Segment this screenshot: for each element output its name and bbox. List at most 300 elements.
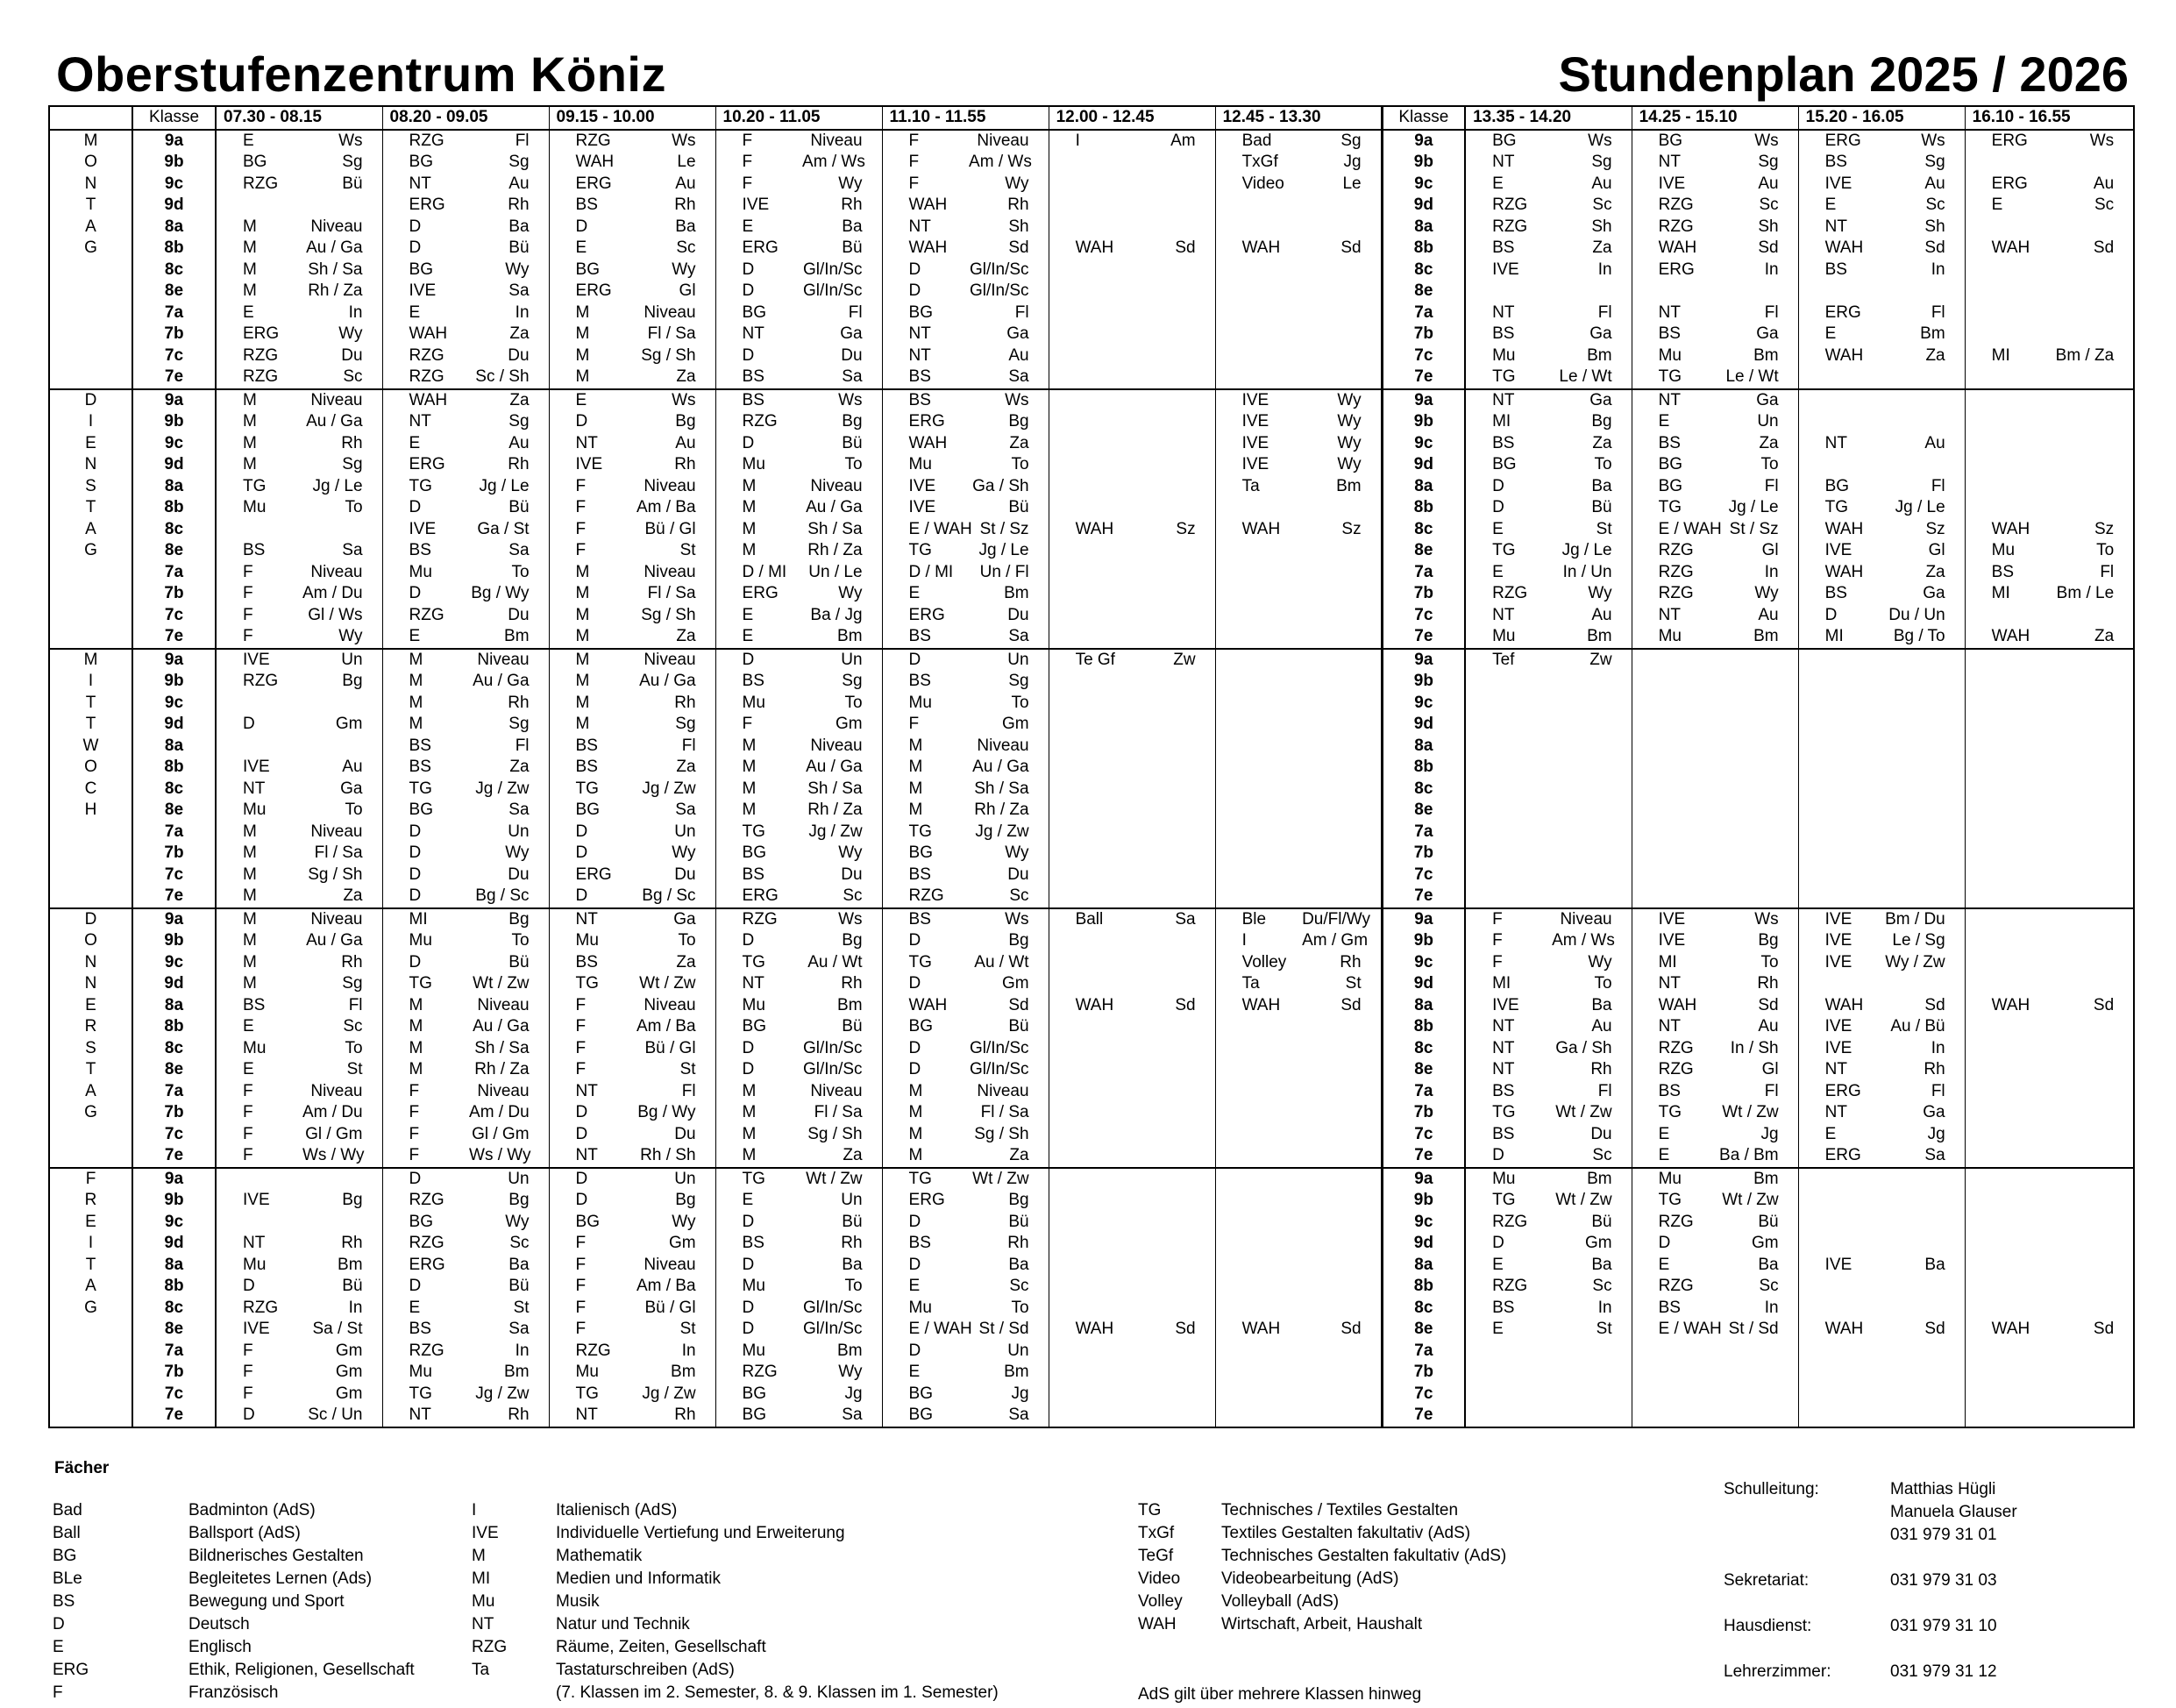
- header-klasse: Klasse: [1382, 106, 1465, 130]
- room-cell: Ba: [842, 1255, 863, 1274]
- room-cell: Bü / Gl: [644, 1298, 696, 1317]
- room-cell: Bg / Sc: [632, 886, 715, 908]
- room-cell: Sh / Sa: [807, 779, 863, 798]
- subject-cell: M: [216, 843, 299, 865]
- table-row: [49, 1362, 2134, 1384]
- room-cell: Fl: [1764, 1081, 1779, 1100]
- room-cell: Au / Ga: [306, 238, 363, 257]
- subject-cell: M: [882, 779, 965, 801]
- room-cell: In: [348, 302, 363, 322]
- room-cell: Zw: [1173, 650, 1196, 669]
- room-cell: Fl / Sa: [647, 584, 696, 602]
- room-cell: Au: [1924, 433, 1945, 452]
- room-cell: [1298, 1124, 1382, 1146]
- subject-cell: ERG: [1965, 174, 2048, 196]
- room-cell: [1132, 367, 1215, 389]
- room-cell: Au / Wt: [974, 952, 1029, 971]
- subject-cell: [1798, 1212, 1881, 1234]
- room-cell: Sd: [1340, 995, 1362, 1014]
- subject-cell: [1465, 1405, 1548, 1427]
- subject-cell: [1049, 1168, 1132, 1191]
- room-cell: Ba: [1008, 1255, 1029, 1274]
- subject-cell: M: [715, 779, 799, 801]
- subject-cell: [1965, 908, 2048, 931]
- class-label: 7b: [1382, 843, 1465, 865]
- subject-cell: E: [1492, 1320, 1504, 1338]
- room-cell: [2048, 605, 2134, 627]
- subject-cell: NT: [715, 973, 799, 995]
- room-cell: Za: [1009, 433, 1029, 452]
- room-cell: Fl: [681, 736, 696, 755]
- class-label: 7a: [132, 1341, 216, 1363]
- room-cell: [2048, 1038, 2134, 1060]
- subject-cell: [1798, 693, 1881, 715]
- room-cell: Le: [677, 153, 696, 171]
- room-cell: To: [1760, 455, 1779, 473]
- room-cell: St / Sz: [1729, 519, 1779, 538]
- room-cell: Sc: [1759, 196, 1779, 214]
- subject-cell: BG: [882, 1384, 965, 1406]
- subject-cell: RZG: [715, 908, 799, 931]
- day-letter: H: [49, 800, 132, 822]
- room-cell: [1298, 1233, 1382, 1255]
- subject-cell: [1215, 1405, 1298, 1427]
- subject-cell: [1965, 930, 2048, 952]
- room-cell: Za: [509, 758, 530, 776]
- room-cell: [2048, 843, 2134, 865]
- room-cell: Gl / Gm: [472, 1124, 530, 1143]
- room-cell: Za: [509, 390, 530, 409]
- subject-cell: M: [882, 1102, 965, 1124]
- class-label: 7e: [132, 367, 216, 389]
- legend-abbrev: TeGf: [1138, 1547, 1174, 1565]
- class-label: 7c: [1382, 345, 1465, 367]
- legend-description: Technisches Gestalten fakultativ (AdS): [1221, 1547, 1507, 1565]
- subject-cell: BG: [715, 1405, 799, 1427]
- room-cell: [1298, 843, 1382, 865]
- room-cell: [1881, 281, 1965, 302]
- room-cell: St: [679, 541, 696, 559]
- subject-cell: IVE: [382, 519, 466, 541]
- table-row: [49, 605, 2134, 627]
- room-cell: To: [844, 455, 863, 473]
- header-period: 14.25 - 15.10: [1632, 106, 1798, 130]
- legend-abbrev: BG: [53, 1547, 77, 1565]
- subject-cell: WAH: [1965, 995, 2048, 1017]
- legend-description: Textiles Gestalten fakultativ (AdS): [1221, 1524, 1471, 1542]
- room-cell: Au: [675, 433, 696, 452]
- subject-cell: F: [549, 476, 632, 498]
- subject-cell: [1965, 822, 2048, 843]
- header-period: 08.20 - 09.05: [382, 106, 549, 130]
- subject-cell: [1965, 476, 2048, 498]
- class-label: 9a: [132, 908, 216, 931]
- subject-cell: BS: [715, 865, 799, 886]
- subject-cell: [1798, 649, 1881, 672]
- room-cell: Rh: [841, 974, 863, 993]
- subject-cell: [1965, 973, 2048, 995]
- subject-cell: [1965, 1362, 2048, 1384]
- room-cell: [2048, 1016, 2134, 1038]
- subject-cell: F: [382, 1102, 466, 1124]
- table-row: [49, 195, 2134, 217]
- room-cell: In / Un: [1562, 562, 1612, 581]
- subject-cell: F: [216, 1124, 299, 1146]
- room-cell: [2048, 1102, 2134, 1124]
- subject-cell: NT: [549, 908, 632, 931]
- day-letter: [49, 562, 132, 584]
- subject-cell: [1632, 671, 1715, 693]
- day-letter: [49, 1145, 132, 1168]
- class-label: 9a: [132, 389, 216, 412]
- subject-cell: RZG: [1632, 1038, 1715, 1060]
- room-cell: Sh / Sa: [807, 519, 863, 538]
- subject-cell: WAH: [1049, 995, 1132, 1017]
- room-cell: Gl / Gm: [305, 1124, 363, 1143]
- legend-description: Bildnerisches Gestalten: [188, 1547, 364, 1565]
- room-cell: [1548, 714, 1632, 736]
- room-cell: Ba: [1591, 1255, 1612, 1274]
- subject-cell: [1215, 1102, 1298, 1124]
- class-label: 9c: [1382, 1212, 1465, 1234]
- room-cell: Rh: [1590, 1060, 1612, 1078]
- room-cell: Sg / Sh: [308, 865, 363, 884]
- subject-cell: IVE: [1492, 995, 1519, 1014]
- room-cell: Bm: [338, 1255, 363, 1274]
- room-cell: St: [679, 1320, 696, 1338]
- room-cell: Sg: [1591, 153, 1612, 171]
- subject-cell: BS: [715, 1233, 799, 1255]
- class-label: 9a: [1382, 130, 1465, 153]
- day-letter: N: [49, 952, 132, 974]
- subject-cell: [1049, 583, 1132, 605]
- table-row: [49, 152, 2134, 174]
- room-cell: Bg: [842, 931, 863, 950]
- subject-cell: [1965, 649, 2048, 672]
- day-letter: [49, 302, 132, 324]
- room-cell: Au: [1591, 174, 1612, 193]
- legend-abbrev: I: [472, 1501, 477, 1519]
- room-cell: Wy: [1754, 584, 1779, 602]
- day-letter: O: [49, 152, 132, 174]
- class-label: 9a: [132, 130, 216, 153]
- subject-cell: [1965, 779, 2048, 801]
- room-cell: Sc: [1548, 1145, 1632, 1168]
- subject-cell: Mu: [715, 454, 799, 476]
- subject-cell: [1215, 583, 1298, 605]
- subject-cell: IVE: [1798, 1038, 1881, 1060]
- class-label: 8b: [132, 1016, 216, 1038]
- class-label: 8c: [1382, 260, 1465, 281]
- room-cell: Wy: [838, 843, 863, 862]
- legend-description: Natur und Technik: [556, 1615, 690, 1633]
- room-cell: Rh: [674, 196, 696, 214]
- room-cell: Gl/In/Sc: [802, 1038, 863, 1057]
- room-cell: Fl: [681, 1081, 696, 1100]
- room-cell: [1298, 779, 1382, 801]
- subject-cell: E: [715, 605, 799, 627]
- room-cell: [1132, 973, 1215, 995]
- subject-cell: WAH: [882, 433, 965, 455]
- table-row: [49, 540, 2134, 562]
- subject-cell: [1798, 411, 1881, 433]
- room-cell: [1298, 1016, 1382, 1038]
- subject-cell: IVE: [382, 281, 466, 302]
- room-cell: Bg: [1591, 412, 1612, 431]
- room-cell: In: [515, 302, 530, 322]
- room-cell: Wy: [1337, 433, 1362, 452]
- subject-cell: RZG: [882, 886, 965, 908]
- room-cell: Niveau: [644, 995, 696, 1014]
- room-cell: Bü: [342, 1277, 363, 1295]
- subject-cell: RZG: [1632, 583, 1715, 605]
- lehrerzimmer-label: Lehrerzimmer:: [1724, 1662, 1831, 1681]
- room-cell: Sg: [1924, 153, 1945, 171]
- class-label: 8a: [132, 1255, 216, 1277]
- room-cell: [1298, 260, 1382, 281]
- subject-cell: TG: [882, 822, 965, 843]
- room-cell: Sd: [1175, 995, 1196, 1014]
- room-cell: Au / Ga: [306, 931, 363, 950]
- day-letter: E: [49, 433, 132, 455]
- legend-description: Bewegung und Sport: [188, 1592, 345, 1611]
- subject-cell: IVE: [1215, 389, 1298, 412]
- subject-cell: M: [549, 324, 632, 345]
- subject-cell: D: [382, 886, 466, 908]
- room-cell: Wy / Zw: [1885, 952, 1945, 971]
- room-cell: [1298, 562, 1382, 584]
- subject-cell: NT: [1632, 302, 1715, 324]
- subject-cell: BG: [382, 800, 466, 822]
- subject-cell: M: [549, 583, 632, 605]
- subject-cell: TG: [1632, 497, 1715, 519]
- room-cell: Sd: [1758, 995, 1779, 1014]
- subject-cell: D: [382, 843, 466, 865]
- day-letter: T: [49, 1255, 132, 1277]
- subject-cell: E: [1965, 195, 2048, 217]
- class-label: 7c: [132, 345, 216, 367]
- room-cell: Za: [1925, 562, 1945, 581]
- room-cell: Sg: [675, 715, 696, 733]
- subject-cell: IVE: [1798, 952, 1881, 974]
- subject-cell: BS: [549, 757, 632, 779]
- room-cell: Sc: [1759, 1277, 1779, 1295]
- room-cell: [2048, 822, 2134, 843]
- room-cell: Au: [1758, 174, 1779, 193]
- room-cell: Bg / Sc: [466, 886, 549, 908]
- room-cell: Wy: [838, 174, 863, 193]
- room-cell: Am / Ba: [636, 1277, 696, 1295]
- room-cell: Ws: [1921, 131, 1945, 150]
- room-cell: [1132, 1168, 1215, 1191]
- class-label: 7a: [1382, 562, 1465, 584]
- room-cell: Rh: [632, 1405, 715, 1427]
- subject-cell: [1215, 736, 1298, 758]
- room-cell: [1298, 1405, 1382, 1427]
- subject-cell: BS: [882, 626, 965, 649]
- table-row: [49, 1016, 2134, 1038]
- subject-cell: [1798, 800, 1881, 822]
- room-cell: Niveau: [644, 562, 696, 581]
- room-cell: [1132, 562, 1215, 584]
- subject-cell: NT: [1798, 217, 1881, 238]
- room-cell: Fl: [848, 302, 863, 322]
- room-cell: Jg: [1011, 1384, 1029, 1403]
- day-letter: M: [49, 130, 132, 153]
- room-cell: Sg: [508, 153, 530, 171]
- subject-cell: [1965, 497, 2048, 519]
- subject-cell: [1965, 1016, 2048, 1038]
- subject-cell: D: [882, 1212, 965, 1234]
- subject-cell: Mu: [216, 1255, 299, 1277]
- room-cell: [2048, 1059, 2134, 1081]
- room-cell: Niveau: [644, 650, 696, 669]
- subject-cell: M: [216, 238, 299, 260]
- room-cell: [1881, 1384, 1965, 1406]
- subject-cell: F: [1492, 952, 1503, 971]
- subject-cell: BG: [1798, 476, 1881, 498]
- subject-cell: [1465, 757, 1548, 779]
- room-cell: [1298, 345, 1382, 367]
- room-cell: [2048, 302, 2134, 324]
- room-cell: Sg / Sh: [641, 605, 696, 624]
- room-cell: To: [345, 1038, 363, 1057]
- subject-cell: BS: [715, 389, 799, 412]
- subject-cell: WAH: [1798, 519, 1881, 541]
- subject-cell: Mu: [216, 800, 299, 822]
- subject-cell: [1049, 1190, 1132, 1212]
- room-cell: Rh: [508, 455, 530, 473]
- subject-cell: M: [382, 1059, 466, 1081]
- schedule-title: Stundenplan 2025 / 2026: [1558, 46, 2129, 102]
- subject-cell: NT: [1492, 605, 1515, 624]
- subject-cell: [1215, 865, 1298, 886]
- subject-cell: NT: [1632, 973, 1715, 995]
- class-label: 7a: [1382, 1341, 1465, 1363]
- subject-cell: IVE: [1798, 908, 1881, 931]
- room-cell: Le / Wt: [1548, 367, 1632, 389]
- room-cell: [1132, 454, 1215, 476]
- room-cell: [1132, 1362, 1215, 1384]
- room-cell: Bg: [508, 909, 530, 929]
- room-cell: [1132, 389, 1215, 412]
- room-cell: Sa: [799, 367, 882, 389]
- day-letter: [49, 886, 132, 908]
- room-cell: Ws: [1005, 390, 1029, 409]
- class-label: 8c: [132, 1298, 216, 1320]
- day-letter: [49, 843, 132, 865]
- day-letter: [49, 345, 132, 367]
- subject-cell: TG: [382, 476, 466, 498]
- subject-cell: [1049, 693, 1132, 715]
- room-cell: Sd: [1758, 238, 1779, 257]
- room-cell: [1132, 930, 1215, 952]
- room-cell: St / Sz: [979, 519, 1029, 538]
- subject-cell: D: [549, 886, 632, 908]
- class-label: 9b: [1382, 671, 1465, 693]
- subject-cell: [1049, 281, 1132, 302]
- room-cell: Gl / Ws: [308, 605, 363, 624]
- subject-cell: IVE: [1798, 930, 1881, 952]
- subject-cell: RZG: [216, 174, 299, 196]
- subject-cell: M: [216, 281, 299, 302]
- subject-cell: Mu: [715, 693, 799, 715]
- room-cell: Rh: [1924, 1060, 1945, 1078]
- sekretariat-label: Sekretariat:: [1724, 1571, 1810, 1590]
- subject-cell: [1632, 1405, 1715, 1427]
- subject-cell: TG: [549, 1384, 632, 1406]
- room-cell: Ws: [672, 131, 696, 150]
- subject-cell: M: [549, 302, 632, 324]
- class-label: 7a: [132, 562, 216, 584]
- legend-abbrev: F: [53, 1683, 63, 1702]
- room-cell: Ga / Sh: [972, 476, 1029, 495]
- subject-cell: RZG: [1632, 1212, 1715, 1234]
- subject-cell: RZG: [382, 130, 466, 153]
- room-cell: Am / Ws: [802, 153, 865, 171]
- room-cell: Ws / Wy: [299, 1145, 382, 1168]
- subject-cell: [1049, 822, 1132, 843]
- subject-cell: WAH: [1798, 562, 1881, 584]
- room-cell: Du: [1007, 605, 1029, 624]
- subject-cell: D: [882, 1255, 965, 1277]
- subject-cell: [1798, 714, 1881, 736]
- room-cell: Am / Du: [302, 1103, 363, 1121]
- subject-cell: M: [216, 822, 299, 843]
- class-label: 8a: [1382, 476, 1465, 498]
- class-label: 9c: [1382, 952, 1465, 974]
- room-cell: [1132, 714, 1215, 736]
- class-label: 7e: [1382, 1405, 1465, 1427]
- subject-cell: E: [1492, 562, 1504, 581]
- room-cell: Wt / Zw: [1722, 1103, 1779, 1121]
- subject-cell: D: [382, 497, 466, 519]
- room-cell: Sd: [1008, 995, 1029, 1014]
- subject-cell: TG: [882, 952, 965, 974]
- room-cell: Ba: [675, 217, 696, 236]
- room-cell: Bm / Le: [2056, 584, 2115, 602]
- room-cell: Gl/In/Sc: [802, 1060, 863, 1078]
- subject-cell: M: [715, 519, 799, 541]
- room-cell: [1298, 757, 1382, 779]
- subject-cell: BG: [382, 1212, 466, 1234]
- subject-cell: [1798, 389, 1881, 412]
- room-cell: Sc: [1925, 196, 1945, 214]
- day-letter: O: [49, 930, 132, 952]
- hausdienst-phone: 031 979 31 10: [1890, 1617, 1997, 1635]
- subject-cell: [1798, 1298, 1881, 1320]
- subject-cell: [1965, 1081, 2048, 1103]
- class-label: 8c: [1382, 1038, 1465, 1060]
- day-letter: S: [49, 476, 132, 498]
- room-cell: Du / Un: [1888, 605, 1945, 624]
- subject-cell: TG: [715, 952, 799, 974]
- room-cell: [1132, 671, 1215, 693]
- table-row: [49, 1168, 2134, 1191]
- subject-cell: BS: [715, 367, 799, 389]
- subject-cell: D: [382, 1168, 466, 1191]
- subject-cell: [1632, 865, 1715, 886]
- table-row: [49, 714, 2134, 736]
- table-row: [49, 1038, 2134, 1060]
- subject-cell: NT: [1632, 1016, 1715, 1038]
- room-cell: Ga: [840, 324, 863, 343]
- subject-cell: WAH: [1049, 1319, 1132, 1341]
- subject-cell: RZG: [382, 1233, 466, 1255]
- subject-cell: D: [715, 345, 799, 367]
- subject-cell: [1965, 1124, 2048, 1146]
- subject-cell: [1965, 1341, 2048, 1363]
